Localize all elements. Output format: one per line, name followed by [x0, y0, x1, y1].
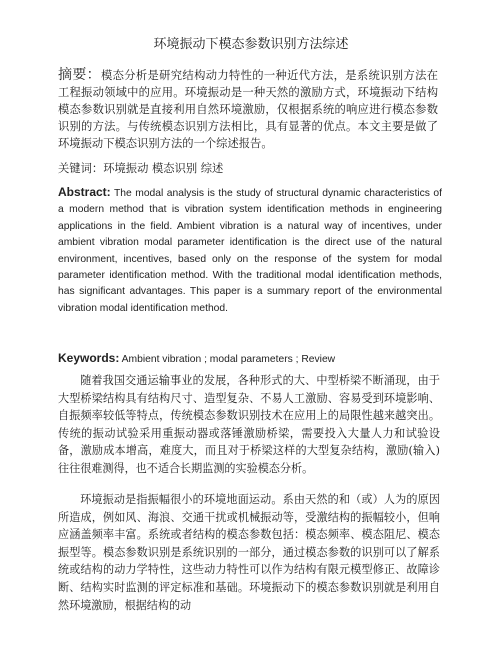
chinese-abstract-label: 摘要： [58, 67, 102, 83]
chinese-keywords-label: 关键词： [58, 162, 104, 175]
english-keywords [58, 350, 442, 368]
body-paragraph: 随着我国交通运输事业的发展，各种形式的大、中型桥梁不断涌现，由于大型桥梁结构具有结构尺寸、造型复杂、不易人工激励、容易受到环境影响、自振频率较低等特点，传统模态参数识别技术在应用上的局限性越来越突出。传统的振动试验采用重振动器或落锤激励桥梁，需要投入大量人力和试验设备，激励成本增高，难度大，而且对于桥梁这样的大型复杂结构，激励(输入)往往很难测得，也不适合长期监测的实验模态分析。 [58, 374, 440, 475]
english-abstract [58, 184, 442, 317]
chinese-keywords-text: 环境振动 模态识别 综述 [103, 162, 224, 175]
english-abstract-label: Abstract: [58, 185, 111, 199]
chinese-abstract-text: 模态分析是研究结构动力特性的一种近代方法，是系统识别方法在工程振动领域中的应用。环境振动是一种天然的激励方式，环境振动下结构模态参数识别就是直接利用自然环境激励，仅根据系统的响应进行模态参数识别的方法。与传统模态识别方法相比，具有显著的优点。本文主要是做了环境振动下模态识别方法的一个综述报告。 [58, 69, 438, 150]
document-title: 环境振动下模态参数识别方法综述 [153, 37, 349, 52]
english-abstract-text: The modal analysis is the study of structural dynamic characteristics of a modern method that is vibration system identification methods in engineering applications in the field. Ambient vibration is a natural way of incentives, under ambient vibration modal parameter identification is the direct use of the natural environment, incentives, based only on the response of the system for modal parameter identification method. With the traditional modal identification methods, has significant advantages. This paper is a summary report of the environmental vibration modal identification method. [58, 188, 442, 314]
chinese-keywords [58, 160, 438, 177]
body-paragraph: 环境振动是指振幅很小的环境地面运动。系由天然的和（或）人为的原因所造成，例如风、海浪、交通干扰或机械振动等，受激结构的振幅较小，但响应涵盖频率丰富。系统或者结构的模态参数包括：模态频率、模态阻尼、模态振型等。模态参数识别是系统识别的一部分，通过模态参数的识别可以了解系统或结构的动力学特性，这些动力特性可以作为结构有限元模型修正、故障诊断、结构实时监测的评定标准和基础。环境振动下的模态参数识别就是利用自然环境激励，根据结构的动 [58, 493, 440, 612]
chinese-abstract [58, 67, 438, 152]
english-keywords-text: Ambient vibration ; modal parameters ; Review [121, 354, 336, 365]
english-keywords-label: Keywords: [58, 351, 120, 365]
